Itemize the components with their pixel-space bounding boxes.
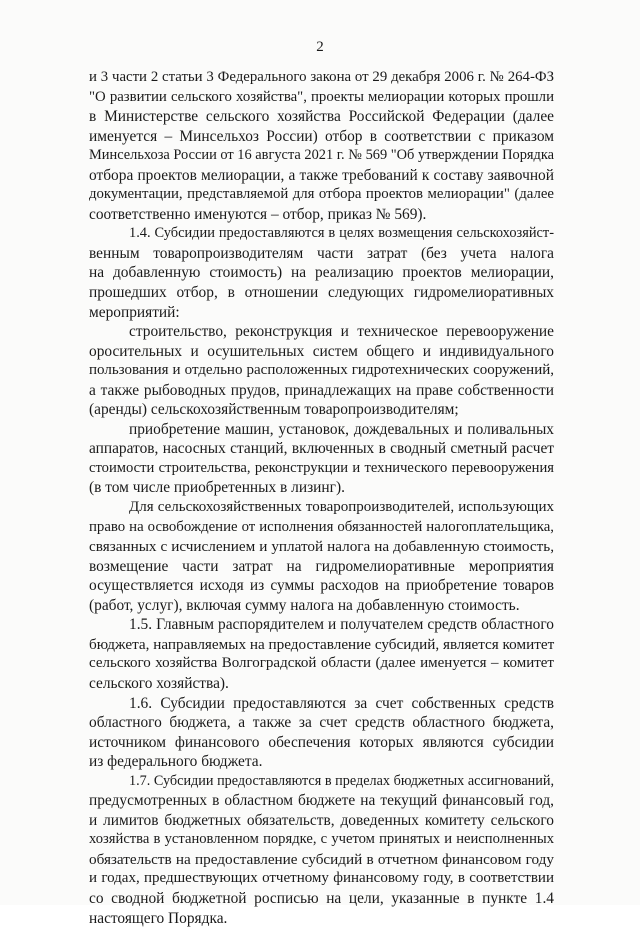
page-number: 2 xyxy=(316,39,324,55)
text-line: а также рыбоводных прудов, принадлежащих на праве собственности xyxy=(89,381,554,399)
text-line: пользования и отдельно расположенных гидротехнических сооружений, xyxy=(89,362,554,379)
text-line: областного бюджета, а также за счет средств областного бюджета, xyxy=(89,714,554,732)
text-line: (работ, услуг), включая сумму налога на добавленную стоимость. xyxy=(89,596,520,614)
text-line: со сводной бюджетной росписью на цели, указанные в пункте 1.4 xyxy=(89,889,554,907)
text-line: настоящего Порядка. xyxy=(89,909,228,927)
text-line: Минсельхоза России от 16 августа 2021 г. № 569 "Об утверждении Порядка xyxy=(89,147,554,164)
text-line: строительство, реконструкция и техническое перевооружение xyxy=(129,323,554,341)
text-line: связанных с исчислением и уплатой налога на добавленную стоимость, xyxy=(89,538,554,556)
text-line: в Министерстве сельского хозяйства Российской Федерации (далее xyxy=(89,108,554,126)
text-line: венным товаропроизводителям части затрат (без учета налога xyxy=(89,244,554,262)
text-line: сельского хозяйства). xyxy=(89,674,229,692)
text-line: право на освобождение от исполнения обязанностей налогоплательщика, xyxy=(89,518,554,535)
text-line: Для сельскохозяйственных товаропроизводителей, использующих xyxy=(129,499,554,516)
text-line: возмещение части затрат на гидромелиоративные мероприятия xyxy=(89,557,554,575)
text-line: 1.4. Субсидии предоставляются в целях возмещения сельскохозяйст- xyxy=(129,225,554,242)
text-line: предусмотренных в областном бюджете на текущий финансовый год, xyxy=(89,792,554,810)
text-line: соответственно именуются – отбор, приказ № 569). xyxy=(89,205,427,223)
text-line: осуществляется исходя из суммы расходов на приобретение товаров xyxy=(89,577,554,595)
text-line: 1.7. Субсидии предоставляются в пределах бюджетных ассигнований, xyxy=(129,772,554,789)
text-line: 1.5. Главным распорядителем и получателем средств областного xyxy=(129,616,554,634)
text-line: мероприятий: xyxy=(89,303,180,321)
text-line: именуется – Минсельхоз России) отбор в соответствии с приказом xyxy=(89,127,554,145)
document-body xyxy=(89,68,554,928)
text-line: на добавленную стоимость) на реализацию проектов мелиорации, xyxy=(89,264,554,282)
text-line: "О развитии сельского хозяйства", проекты мелиорации которых прошли xyxy=(89,88,554,105)
text-line: хозяйства в установленном порядке, с учетом принятых и неисполненных xyxy=(89,831,554,848)
text-line: аппаратов, насосных станций, включенных в сводный сметный расчет xyxy=(89,440,554,458)
text-line: (аренды) сельскохозяйственным товаропроизводителям; xyxy=(89,401,459,419)
text-line: сельского хозяйства Волгоградской области (далее именуется – комитет xyxy=(89,655,554,672)
text-line: бюджета, направляемых на предоставление субсидий, является комитет xyxy=(89,635,555,653)
text-line: из федерального бюджета. xyxy=(89,753,263,771)
text-line: и 3 части 2 статьи 3 Федерального закона от 29 декабря 2006 г. № 264-ФЗ xyxy=(89,69,554,85)
text-line: 1.6. Субсидии предоставляются за счет собственных средств xyxy=(129,694,554,712)
text-line: (в том числе приобретенных в лизинг). xyxy=(89,479,345,497)
text-line: отбора проектов мелиорации, а также требований к составу заявочной xyxy=(89,166,554,184)
text-line: прошедших отбор, в отношении следующих гидромелиоративных xyxy=(89,284,554,302)
text-line: стоимости строительства, реконструкции и технического перевооружения xyxy=(89,459,554,476)
text-line: приобретение машин, установок, дождевальных и поливальных xyxy=(129,420,554,438)
text-line: обязательств на предоставление субсидий в отчетном финансовом году xyxy=(89,850,554,868)
text-line: и годах, предшествующих отчетному финансовому году, в соответствии xyxy=(89,870,554,887)
text-line: источником финансового обеспечения которых являются субсидии xyxy=(89,733,554,751)
text-line: документации, представляемой для отбора проектов мелиорации" (далее xyxy=(89,186,554,203)
text-line: оросительных и осушительных систем общего и индивидуального xyxy=(89,342,554,360)
text-line: и лимитов бюджетных обязательств, доведенных комитету сельского xyxy=(89,811,554,829)
